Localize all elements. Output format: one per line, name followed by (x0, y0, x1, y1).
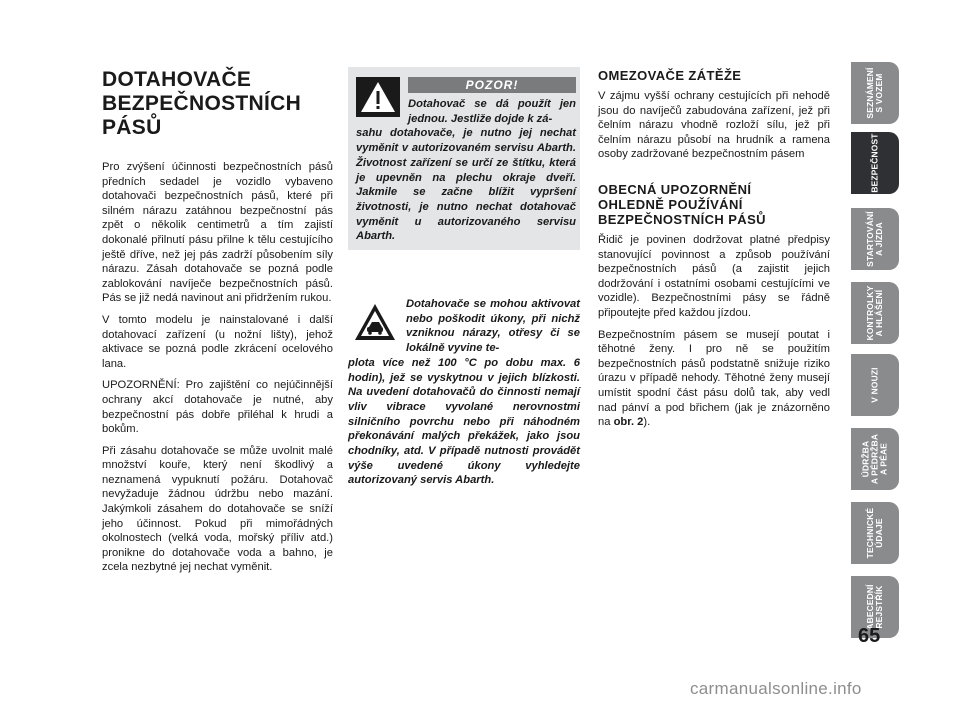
tab-label: SEZNÁMENÍ S VOZEM (865, 67, 884, 119)
tab-v-nouzi[interactable] (851, 354, 899, 416)
page-number: 65 (858, 625, 881, 647)
paragraph: Při zásahu dotahovače se může uvolnit malé množství kouře, který není škodlivý a neznamená vypuknutí požáru. Dotahovač nevyžaduje žádnou údržbu nebo mazání. Jakýmkoli zásahem do dotahovače se sníží jeho účinnost. Pokud při mimořádných okolnostech (velká voda, mořský příliv atd.) pronikne do dotahovače voda a bahno, je zcela nezbytné jej nechat vyměnit. (102, 444, 333, 574)
car-warning-icon (354, 303, 396, 341)
note-block (348, 297, 580, 488)
tab-label: BEZPEČNOST (869, 133, 880, 193)
warning-box (348, 67, 580, 250)
paragraph-text: ). (643, 416, 651, 429)
tab-label: ÚDRŽBA A PÉDRŽBA A PÉAE (860, 433, 889, 485)
section-title: DOTAHOVAČE BEZPEČNOSTNÍCH PÁSŮ (102, 68, 302, 139)
paragraph: Pro zvýšení účinnosti bezpečnostních pásů předních sedadel je vozidlo vybaveno dotahovači bezpečnostních pásů, které při silném nárazu zatáhnou bezpečnostní pás zpět o několik centimetrů a tím zajistí dokonalé přilnutí pásu přilne k tělu cestujícího ještě dříve, než jej pás zadrží působením síly nárazu. Zásah dotahovače se pozná podle zablokování navíječe bezpečnostních pásů. Pás se již nedá navinout ani přidržením rukou. (102, 161, 333, 305)
subheading: OMEZOVAČE ZÁTĚŽE (598, 68, 742, 83)
tab-seznameni[interactable] (851, 62, 899, 124)
subheading: OBECNÁ UPOZORNĚNÍ OHLEDNĚ POUŽÍVÁNÍ BEZPEČNOSTNÍCH PÁSŮ (598, 181, 766, 227)
figure-reference: obr. 2 (613, 416, 644, 429)
warning-text-rest: sahu dotahovače, je nutno jej nechat vyměnit v autorizovaném servisu Abarth. Životnost zařízení se určí ze štítku, která je upevněn na plechu okraje dveří. Jakmile se začne blížit vypršení životnosti, je nutno nechat dotahovač vyměnit u autorizovaného servisu Abarth. (356, 127, 576, 243)
tab-kontrolky[interactable] (851, 282, 899, 344)
tab-label: STARTOVÁNÍ A JÍZDA (865, 211, 884, 267)
main-column (102, 68, 333, 582)
tab-technicke-udaje[interactable] (851, 502, 899, 564)
note-text-rest: plota více než 100 °C po dobu max. 6 hodin), jež se vyskytnou v jejich blízkosti. Na uvedení dotahovačů do činnosti nemají vliv vibrace vyvolané nerovnostmi silničního povrchu nebo při náhodném překonávání malých překážek, jako jsou chodníky, atd. V případě nutnosti provádět výše uvedené úkony vyhledejte autorizovaný servis Abarth. (348, 356, 580, 487)
paragraph: V zájmu vyšší ochrany cestujících při nehodě jsou do navíječů zabudována zařízení, jež při čelním nárazu vhodně rozloží sílu, jež při čelním nárazu působí na hrudník a ramena osoby zadržované bezpečnostním pásem (598, 90, 830, 161)
right-column (598, 68, 830, 437)
note-text-first: Dotahovače se mohou aktivovat nebo poškodit úkony, při nichž vzniknou nárazy, otřesy či se lokálně vyvine te- (406, 298, 580, 355)
warning-text (356, 97, 576, 244)
paragraph (598, 328, 830, 430)
paragraph: UPOZORNĚNÍ: Pro zajištění co nejúčinnější ochrany akcí dotahovače je nutné, aby bezpečnostní pás dobře přiléhal k hrudi a bokům. (102, 379, 333, 436)
paragraph: Řidič je povinen dodržovat platné předpisy stanovující povinnost a způsob používání bezpečnostních pásů (a zajistit jejich dodržování i ostatními osobami cestujícími ve vozidle). Bezpečnostními pásy se řádně připoutejte před každou jízdou. (598, 233, 830, 319)
watermark: carmanualsonline.info (690, 679, 862, 698)
paragraph: V tomto modelu je nainstalované i další dotahovací zařízení (u nožní lišty), jehož aktivace se pozná podle zkrácení ocelového lana. (102, 313, 333, 370)
warning-text-first: Dotahovač se dá použít jen jednou. Jestliže dojde k zá- (408, 98, 576, 125)
tab-udrzba[interactable] (851, 428, 899, 490)
tab-label: TECHNICKÉ ÚDAJE (865, 507, 884, 559)
tab-label: KONTROLKY A HLÁŠENÍ (865, 285, 884, 341)
tab-label: ABECEDNÍ REJSTŘÍK (865, 584, 884, 630)
tab-startovani[interactable] (851, 208, 899, 270)
paragraph-text: Bezpečnostním pásem se musejí poutat i těhotné ženy. I pro ně se použitím bezpečnostních pásů podstatně snižuje riziko úrazu v případě nehody. Těhotné ženy musejí umístit spodní část pásu dolů tak, aby vedl nad pánví a pod břichem (jak je znázorněno na (598, 328, 830, 429)
tab-label: V NOUZI (869, 367, 880, 403)
warning-label: POZOR! (408, 77, 576, 93)
tab-bezpecnost[interactable] (851, 132, 899, 194)
